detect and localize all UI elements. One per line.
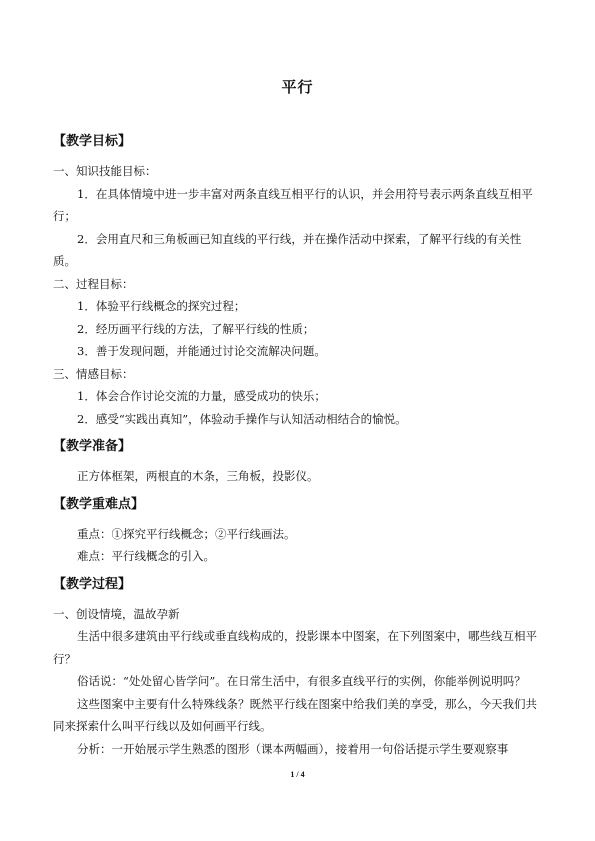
paragraph-emotion-2: 2．感受“实践出真知”，体验动手操作与认知活动相结合的愉悦。: [77, 411, 407, 426]
section-heading-key-points: 【教学重难点】: [53, 496, 145, 512]
paragraph-knowledge-1: 1．在具体情境中进一步丰富对两条直线互相平行的认识，并会用符号表示两条直线互相平行；: [53, 186, 533, 223]
paragraph-difficult-point: 难点：平行线概念的引入。: [77, 549, 215, 563]
section-heading-objectives: 【教学目标】: [53, 134, 132, 149]
paragraph-key-point: 重点：①探究平行线概念；②平行线画法。: [77, 526, 296, 541]
paragraph-preparation: 正方体框架，两根直的木条，三角板，投影仪。: [77, 469, 319, 483]
subheading-process: 二、过程目标：: [53, 276, 134, 291]
paragraph-process-text-3: 这些图案中主要有什么特殊线条？既然平行线在图案中给我们美的享受，那么，今天我们共同来探索什么叫平行线以及如何画平行线。: [53, 696, 537, 733]
paragraph-process-text-4: 分析：一开始展示学生熟悉的图形（课本两幅画），接着用一句俗话提示学生要观察事: [77, 741, 509, 756]
paragraph-process-3: 3．善于发现问题，并能通过讨论交流解决问题。: [77, 344, 326, 358]
page-title: 平行: [281, 78, 314, 96]
section-heading-process: 【教学过程】: [53, 576, 132, 592]
subheading-knowledge: 一、知识技能目标：: [53, 164, 157, 178]
page-number: 1 / 4: [290, 770, 305, 779]
paragraph-knowledge-2: 2．会用直尺和三角板画已知直线的平行线，并在操作活动中探索，了解平行线的有关性质。: [53, 231, 522, 268]
paragraph-process-1: 1．体验平行线概念的探究过程；: [77, 299, 246, 313]
subheading-emotion: 三、情感目标：: [53, 366, 134, 381]
paragraph-process-text-1: 生活中很多建筑由平行线或垂直线构成的，投影课本中图案，在下列图案中，哪些线互相平行？: [53, 629, 537, 666]
paragraph-emotion-1: 1．体会合作讨论交流的力量，感受成功的快乐；: [77, 389, 326, 403]
paragraph-process-text-2: 俗话说：“处处留心皆学问”。在日常生活中，有很多直线平行的实例，你能举例说明吗？: [77, 674, 526, 688]
subheading-step-1: 一、创设情境，温故孕新: [53, 606, 180, 621]
document-body: [53, 128, 543, 760]
paragraph-process-2: 2．经历画平行线的方法，了解平行线的性质；: [77, 321, 315, 336]
section-heading-preparation: 【教学准备】: [53, 439, 132, 454]
